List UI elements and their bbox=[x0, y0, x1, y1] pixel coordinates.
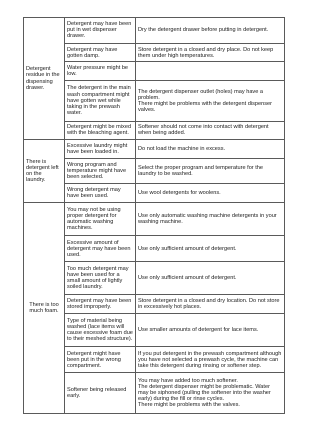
solution-cell: Select the proper program and temperature for the laundry to be washed. bbox=[136, 158, 285, 184]
solution-cell: Store detergent in a closed and dry location. Do not store in excessively hot places. bbox=[136, 295, 285, 313]
solution-cell: Do not load the machine in excess. bbox=[136, 140, 285, 158]
cause-cell: Excessive amount of detergent may have been used. bbox=[65, 236, 136, 262]
solution-cell: Use only sufficient amount of detergent. bbox=[136, 262, 285, 295]
cause-cell: The detergent in the main wash compartment might have gotten wet while taking in the prewash water. bbox=[65, 80, 136, 121]
cause-cell: Wrong detergent may have been used. bbox=[65, 184, 136, 202]
cause-cell: Detergent might have been put in the wrong compartment. bbox=[65, 347, 136, 373]
solution-cell: Use smaller amounts of detergent for lace items. bbox=[136, 313, 285, 346]
solution-cell: Softener should not come into contact with detergent when being added. bbox=[136, 121, 285, 139]
cause-cell: You may not be using proper detergent for automatic washing machines. bbox=[65, 202, 136, 235]
table-row bbox=[24, 202, 285, 235]
solution-cell bbox=[136, 62, 285, 80]
troubleshooting-table bbox=[23, 17, 285, 414]
cause-cell: Excessive laundry might have been loaded in. bbox=[65, 140, 136, 158]
solution-cell: If you put detergent in the prewash compartment although you have not selected a prewash cycle, the machine can take this detergent during rinsing or softener step. bbox=[136, 347, 285, 373]
solution-cell: Use only automatic washing machine detergents in your washing machine. bbox=[136, 202, 285, 235]
cause-cell: Detergent may have been put in wet dispenser drawer. bbox=[65, 18, 136, 44]
cause-cell: Detergent may have been stored improperly. bbox=[65, 295, 136, 313]
cause-cell: Too much detergent may have been used for a small amount of lightly soiled laundry. bbox=[65, 262, 136, 295]
solution-cell: Store detergent in a closed and dry place. Do not keep them under high temperatures. bbox=[136, 43, 285, 61]
solution-cell: The detergent dispenser outlet (holes) may have a problem. There might be problems with the detergent dispenser valves. bbox=[136, 80, 285, 121]
problem-cell: There is too much foam. bbox=[24, 202, 65, 413]
solution-cell: Use wool detergents for woolens. bbox=[136, 184, 285, 202]
troubleshooting-table-body bbox=[24, 18, 285, 414]
solution-cell: Use only sufficient amount of detergent. bbox=[136, 236, 285, 262]
problem-cell: There is detergent left on the laundry. bbox=[24, 140, 65, 203]
cause-cell: Wrong program and temperature might have been selected. bbox=[65, 158, 136, 184]
problem-cell: Detergent residue in the dispensing drawer. bbox=[24, 18, 65, 140]
table-row bbox=[24, 18, 285, 44]
cause-cell: Type of material being washed (lace items will cause excessive foam due to their meshed structure). bbox=[65, 313, 136, 346]
solution-cell: Dry the detergent drawer before putting in detergent. bbox=[136, 18, 285, 44]
cause-cell: Softener being released early. bbox=[65, 373, 136, 414]
cause-cell: Detergent may have gotten damp. bbox=[65, 43, 136, 61]
cause-cell: Water pressure might be low. bbox=[65, 62, 136, 80]
table-row bbox=[24, 140, 285, 158]
solution-cell: You may have added too much softener. The detergent dispenser might be problematic. Water may be siphoned (pulling the softener into the washer early) during the fill or rinse cycles. There might be problems with the valves. bbox=[136, 373, 285, 414]
cause-cell: Detergent might be mixed with the bleaching agent. bbox=[65, 121, 136, 139]
